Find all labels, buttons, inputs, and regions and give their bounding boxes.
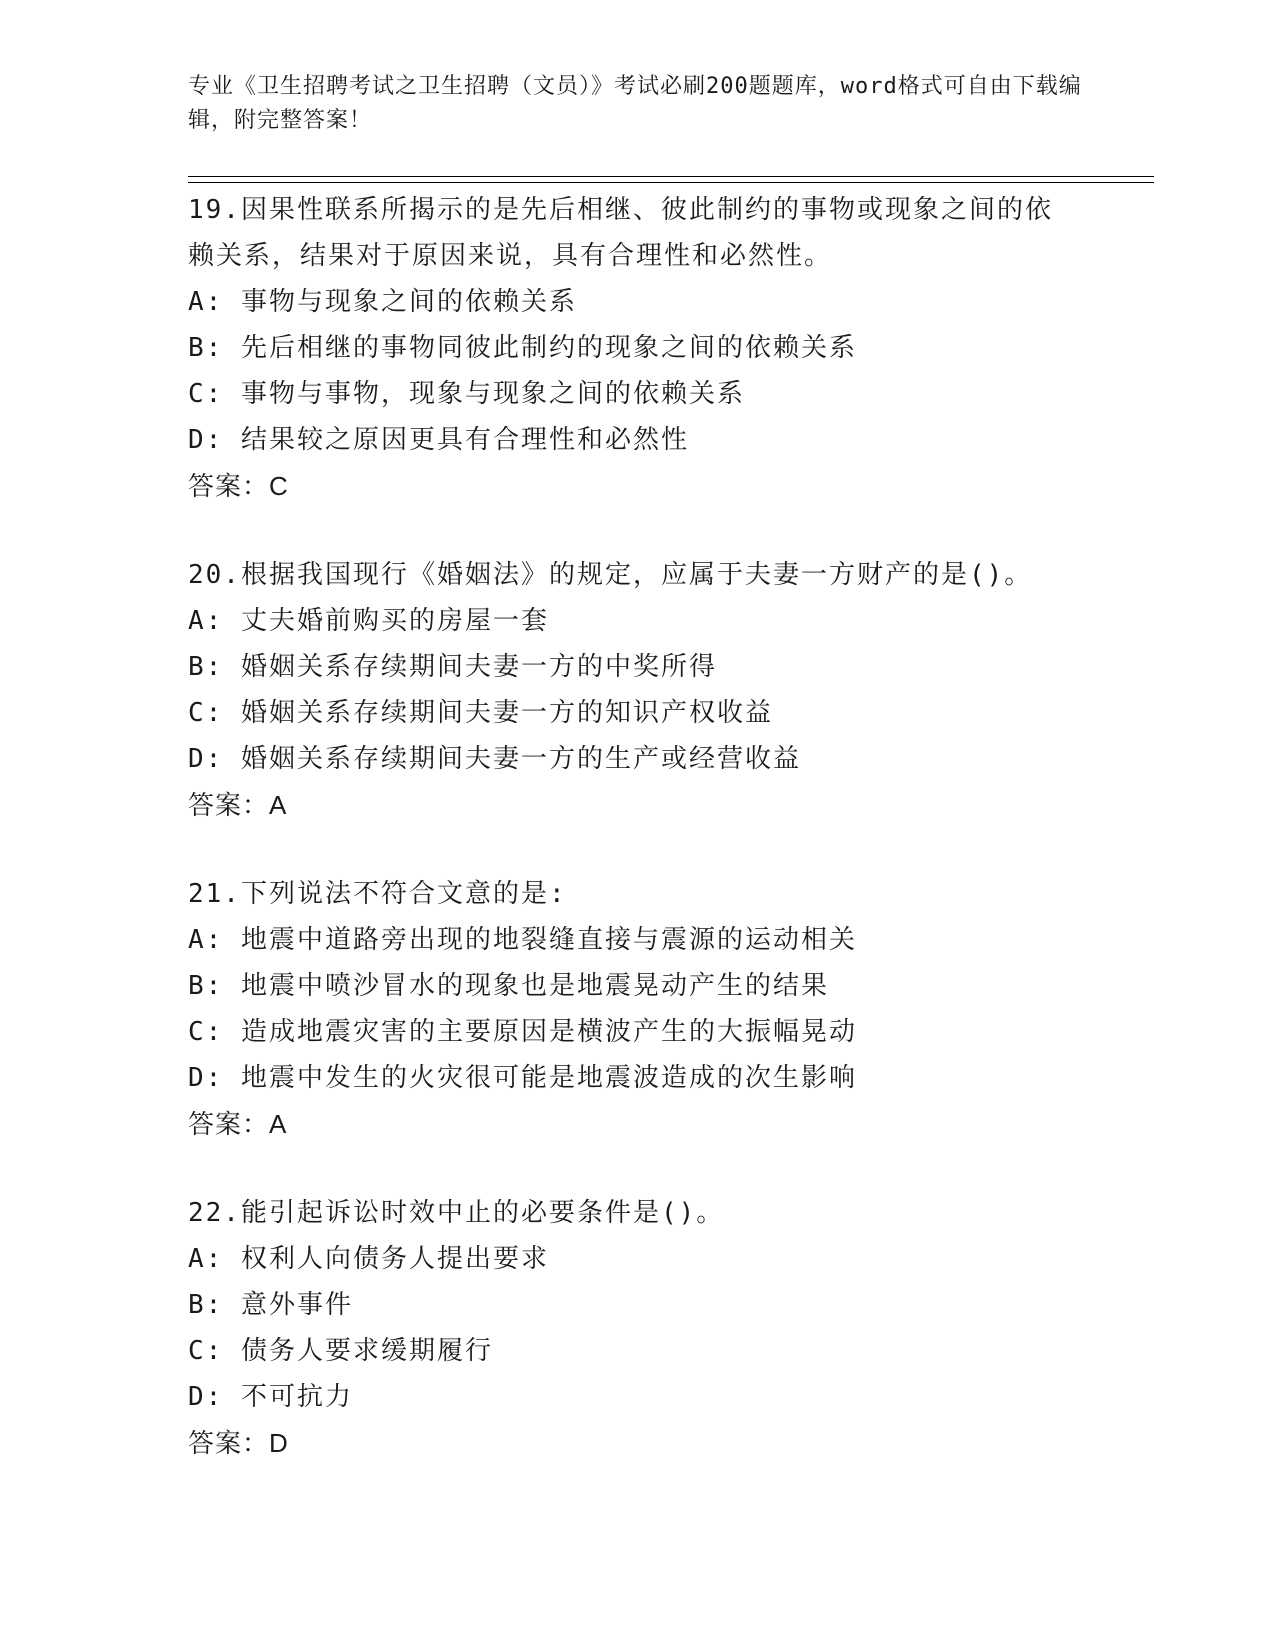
question-stem: 21.下列说法不符合文意的是: (188, 879, 567, 909)
question-stem: 20.根据我国现行《婚姻法》的规定，应属于夫妻一方财产的是()。 (188, 560, 1033, 590)
option-c: C: 债务人要求缓期履行 (188, 1336, 493, 1366)
option-b: B: 先后相继的事物同彼此制约的现象之间的依赖关系 (188, 333, 857, 363)
question-stem: 19.因果性联系所揭示的是先后相继、彼此制约的事物或现象之间的依赖关系，结果对于原因来说，具有合理性和必然性。 (188, 195, 1053, 271)
option-a: A: 地震中道路旁出现的地裂缝直接与震源的运动相关 (188, 925, 857, 955)
answer-label: 答案：A (188, 1109, 288, 1139)
option-d: D: 结果较之原因更具有合理性和必然性 (188, 425, 689, 455)
option-a: A: 权利人向债务人提出要求 (188, 1244, 549, 1274)
option-d: D: 不可抗力 (188, 1382, 353, 1412)
option-b: B: 意外事件 (188, 1290, 353, 1320)
option-c: C: 造成地震灾害的主要原因是横波产生的大振幅晃动 (188, 1017, 857, 1047)
option-c: C: 事物与事物，现象与现象之间的依赖关系 (188, 379, 745, 409)
question-20 (188, 552, 1088, 828)
option-d: D: 地震中发生的火灾很可能是地震波造成的次生影响 (188, 1063, 857, 1093)
header-divider-top (188, 176, 1154, 177)
option-a: A: 丈夫婚前购买的房屋一套 (188, 606, 549, 636)
option-c: C: 婚姻关系存续期间夫妻一方的知识产权收益 (188, 698, 773, 728)
option-b: B: 婚姻关系存续期间夫妻一方的中奖所得 (188, 652, 717, 682)
question-19 (188, 187, 1088, 509)
question-stem: 22.能引起诉讼时效中止的必要条件是()。 (188, 1198, 725, 1228)
option-d: D: 婚姻关系存续期间夫妻一方的生产或经营收益 (188, 744, 801, 774)
header-divider-bottom (188, 182, 1154, 183)
option-a: A: 事物与现象之间的依赖关系 (188, 287, 577, 317)
question-21 (188, 871, 1088, 1147)
option-b: B: 地震中喷沙冒水的现象也是地震晃动产生的结果 (188, 971, 829, 1001)
question-22 (188, 1190, 1088, 1466)
answer-label: 答案：D (188, 1428, 289, 1458)
answer-label: 答案：A (188, 790, 288, 820)
answer-label: 答案：C (188, 471, 289, 501)
document-header: 专业《卫生招聘考试之卫生招聘（文员）》考试必刷200题题库，word格式可自由下载编辑，附完整答案！ (188, 74, 1082, 133)
question-list (188, 187, 1088, 1509)
